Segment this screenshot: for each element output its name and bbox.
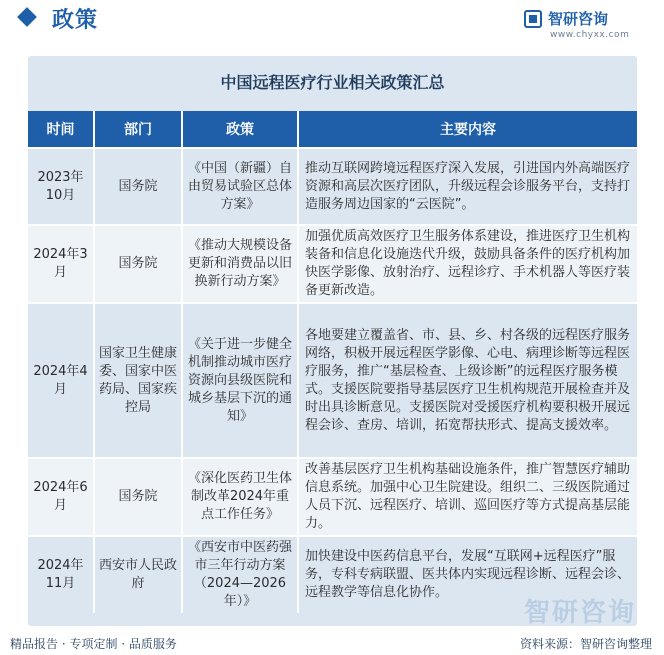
page-footer bbox=[0, 632, 664, 655]
cell-content: 各地要建立覆盖省、市、县、乡、村各级的远程医疗服务网络，积极开展远程医学影像、心电、病理诊断等远程医疗服务，推广“基层检查、上级诊断”的远程医疗服务模式。支援医院要指导基层医疗卫生机构规范开展检查并及时出具诊断意见。支援医院对受援医疗机构要积极开展远程会诊、查房、培训，拓宽帮扶形式、提高支援效率。 bbox=[298, 303, 637, 458]
watermark: 智研咨询 bbox=[523, 598, 636, 628]
cell-dept: 西安市人民政府 bbox=[94, 536, 182, 613]
cell-dept: 国务院 bbox=[94, 225, 182, 303]
policy-table bbox=[28, 111, 637, 613]
logo-icon bbox=[524, 10, 542, 28]
logo-name: 智研咨询 bbox=[548, 10, 609, 28]
footer-tagline: 精品报告 · 专项定制 · 品质服务 bbox=[10, 637, 177, 651]
column-header-content: 主要内容 bbox=[298, 111, 637, 148]
diamond-icon bbox=[17, 7, 37, 27]
cell-dept: 国家卫生健康委、国家中医药局、国家疾控局 bbox=[94, 303, 182, 458]
table-title: 中国远程医疗行业相关政策汇总 bbox=[220, 73, 445, 92]
cell-time: 2024年4月 bbox=[28, 303, 94, 458]
cell-content: 改善基层医疗卫生机构基础设施条件，推广智慧医疗辅助信息系统。加强中心卫生院建设。组织二、三级医院通过人员下沉、远程医疗、培训、巡回医疗等方式提高基层能力。 bbox=[298, 458, 637, 536]
policy-card bbox=[28, 56, 637, 626]
table-header-row bbox=[28, 111, 637, 148]
brand-logo[interactable] bbox=[524, 8, 644, 42]
table-row bbox=[28, 225, 637, 303]
logo-url[interactable]: www.chyxx.com bbox=[550, 30, 630, 40]
cell-policy: 《关于进一步健全机制推动城市医疗资源向县级医院和城乡基层下沉的通知》 bbox=[182, 303, 298, 458]
cell-policy: 《深化医药卫生体制改革2024年重点工作任务》 bbox=[182, 458, 298, 536]
table-row bbox=[28, 458, 637, 536]
cell-time: 2024年3月 bbox=[28, 225, 94, 303]
column-header-dept: 部门 bbox=[94, 111, 182, 148]
page-header bbox=[0, 0, 664, 40]
cell-content: 推动互联网跨境远程医疗深入发展，引进国内外高端医疗资源和高层次医疗团队，升级远程会诊服务平台，支持打造服务周边国家的“云医院”。 bbox=[298, 148, 637, 225]
table-row bbox=[28, 148, 637, 225]
cell-content: 加强优质高效医疗卫生服务体系建设，推进医疗卫生机构装备和信息化设施迭代升级，鼓励具备条件的医疗机构加快医学影像、放射治疗、远程诊疗、手术机器人等医疗装备更新改造。 bbox=[298, 225, 637, 303]
cell-dept: 国务院 bbox=[94, 148, 182, 225]
cell-dept: 国务院 bbox=[94, 458, 182, 536]
page-title: 政策 bbox=[52, 8, 99, 33]
footer-source: 资料来源：智研咨询整理 bbox=[519, 637, 652, 651]
cell-policy: 《中国（新疆）自由贸易试验区总体方案》 bbox=[182, 148, 298, 225]
cell-time: 2024年11月 bbox=[28, 536, 94, 613]
table-row bbox=[28, 303, 637, 458]
cell-policy: 《西安市中医药强市三年行动方案（2024—2026年）》 bbox=[182, 536, 298, 613]
column-header-time: 时间 bbox=[28, 111, 94, 148]
cell-time: 2023年10月 bbox=[28, 148, 94, 225]
column-header-policy: 政策 bbox=[182, 111, 298, 148]
cell-policy: 《推动大规模设备更新和消费品以旧换新行动方案》 bbox=[182, 225, 298, 303]
cell-time: 2024年6月 bbox=[28, 458, 94, 536]
cell-content: 加快建设中医药信息平台，发展“互联网+远程医疗”服务，专科专病联盟、医共体内实现远程诊断、远程会诊、远程教学等信息化协作。 bbox=[298, 536, 637, 613]
